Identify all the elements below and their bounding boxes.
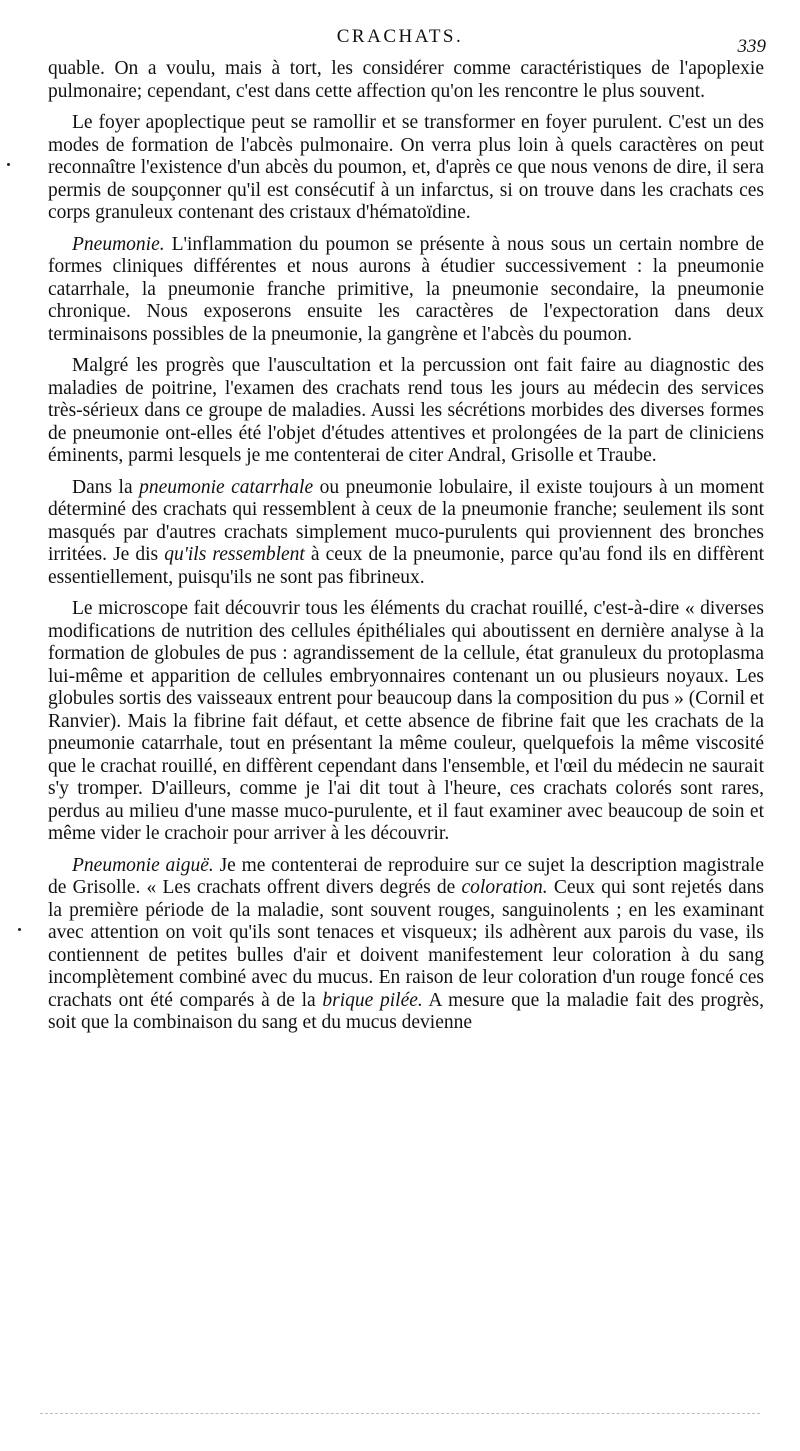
paragraph-pneumonie: Pneumonie. L'inflammation du poumon se présente à nous sous un certain nombre de formes cliniques différentes et nous aurons à étudier successivement : la pneumonie catarrhale, la pneumonie franche primitive, la pneumonie secondaire, la pneumonie chronique. Nous exposerons ensuite les caractères de l'expectoration dans deux terminaisons possibles de la pneumonie, la gangrène et l'abcès du poumon. xyxy=(48,233,764,345)
section-heading-pneumonie-aigue: Pneumonie aiguë. xyxy=(72,854,214,876)
section-heading-pneumonie: Pneumonie. xyxy=(72,233,165,255)
paragraph-continuation: quable. On a voulu, mais à tort, les considérer comme caractéristiques de l'apoplexie pulmonaire; cependant, c'est dans cette affection qu'on les rencontre le plus souvent. xyxy=(48,58,764,102)
running-title: CRACHATS. xyxy=(336,26,464,47)
running-head xyxy=(0,26,800,56)
margin-speck xyxy=(18,928,21,931)
page-number: 339 xyxy=(737,36,766,57)
body-text xyxy=(48,58,764,1044)
paragraph-diagnostic: Malgré les progrès que l'auscultation et la percussion ont fait faire au diagnostic des maladies de poitrine, l'examen des crachats rend tous les jours au médecin des services très-sérieux dans ce groupe de maladies. Aussi les sécrétions morbides des diverses formes de pneumonie ont-elles été l'objet d'études attentives et prolongées de la part de cliniciens éminents, parmi lesquels je me contenterai de citer Andral, Grisolle et Traube. xyxy=(48,355,764,466)
paragraph-microscope: Le microscope fait découvrir tous les éléments du crachat rouillé, c'est-à-dire « diverses modifications de nutrition des cellules épithéliales qui aboutissent en dernière analyse à la formation de globules de pus : agrandissement de la cellule, état granuleux du protoplasma lui-même et apparition de cellules embryonnaires contenant un ou plusieurs noyaux. Les globules sortis des vaisseaux entrent pour beaucoup dans la composition du pus » (Cornil et Ranvier). Mais la fibrine fait défaut, et cette absence de fibrine fait que les crachats de la pneumonie catarrhale, tout en présentant la même couleur, quelquefois la même viscosité que le crachat rouillé, en diffèrent cependant dans l'ensemble, et l'œil du médecin ne saurait s'y tromper. D'ailleurs, comme je l'ai dit tout à l'heure, ces crachats colorés sont rares, perdus au milieu d'une masse muco-purulente, et il faut examiner avec beaucoup de soin et même vider le crachoir pour arriver à les découvrir. xyxy=(48,598,764,844)
bottom-scan-artifact xyxy=(40,1413,760,1414)
margin-speck xyxy=(7,163,10,166)
paragraph-catarrhal: Dans la pneumonie catarrhale ou pneumonie lobulaire, il existe toujours à un moment déterminé des crachats qui ressemblent à ceux de la pneumonie franche; seulement ils sont masqués par d'autres crachats simplement muco-purulents qui proviennent des bronches irritées. Je dis qu'ils ressemblent à ceux de la pneumonie, parce qu'au fond ils en diffèrent essentiellement, puisqu'ils ne sont pas fibrineux. xyxy=(48,476,765,588)
paragraph-apoplectic-focus: Le foyer apoplectique peut se ramollir et se transformer en foyer purulent. C'est un des modes de formation de l'abcès pulmonaire. On verra plus loin à quels caractères on peut reconnaître l'existence d'un abcès du poumon, et, d'après ce que nous venons de dire, il sera permis de soupçonner qu'il est consécutif à un infarctus, si on trouve dans les crachats ces corps granuleux contenant des cristaux d'hématoïdine. xyxy=(48,112,764,223)
paragraph-acute-pneumonia: Pneumonie aiguë. Je me contenterai de reproduire sur ce sujet la description magistrale de Grisolle. « Les crachats offrent divers degrés de coloration. Ceux qui sont rejetés dans la première période de la maladie, sont souvent rouges, sanguinolents ; en les examinant avec attention on voit qu'ils sont tenaces et visqueux; ils adhèrent aux parois du vase, ils contiennent de petites bulles d'air et doivent manifestement leur coloration à du sang incomplètement combiné avec du mucus. En raison de leur coloration d'un rouge foncé ces crachats ont été comparés à de la brique pilée. A mesure que la maladie fait des progrès, soit que la combinaison du sang et du mucus devienne xyxy=(48,854,764,1033)
